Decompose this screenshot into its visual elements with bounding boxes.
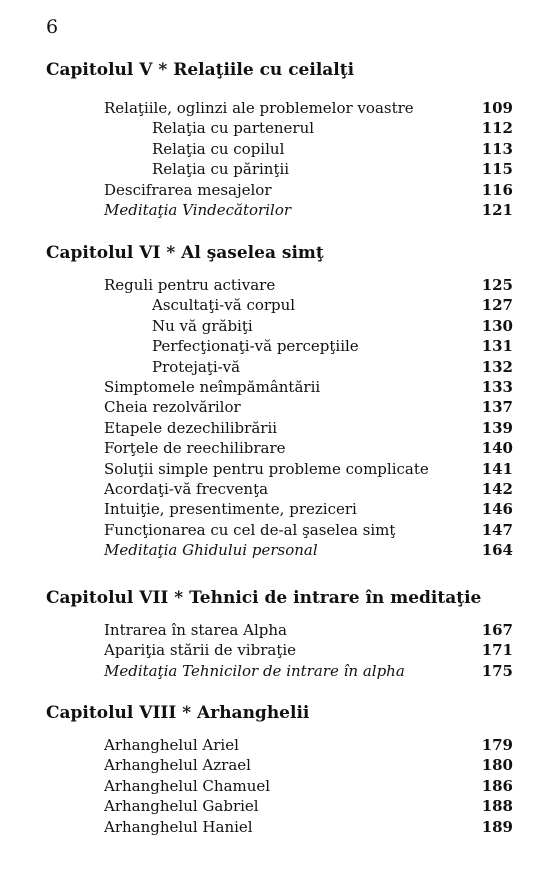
toc-entry	[104, 755, 513, 775]
toc-entry	[104, 418, 513, 438]
toc-entry-page: 112	[481, 119, 513, 137]
page-number: 6	[46, 16, 59, 38]
toc-entry-title: Soluţii simple pentru probleme complicate	[104, 460, 429, 478]
toc-entry-page: 137	[481, 398, 513, 416]
toc-entry-title: Relaţiile, oglinzi ale problemelor voastre	[104, 99, 414, 117]
toc-entry-title: Forţele de reechilibrare	[104, 439, 286, 457]
toc-entry-title: Nu vă grăbiţi	[152, 317, 253, 335]
toc-entry-page: 139	[481, 419, 513, 437]
toc-entry	[104, 377, 513, 397]
toc-entry	[104, 640, 513, 660]
toc-entry-title: Apariţia stării de vibraţie	[104, 641, 297, 659]
toc-entry-page: 180	[481, 756, 513, 774]
toc-entry	[104, 459, 513, 479]
toc-entry-page: 142	[481, 480, 513, 498]
toc-entry-title: Arhanghelul Haniel	[104, 818, 253, 836]
toc-entry-page: 141	[481, 460, 513, 478]
toc-entry	[152, 316, 513, 336]
toc-entry-page: 131	[481, 337, 513, 355]
toc-entry-title: Protejaţi-vă	[152, 358, 241, 376]
toc-entry-title: Arhanghelul Chamuel	[104, 777, 271, 795]
toc-entry	[104, 540, 513, 560]
toc-entry-title: Acordaţi-vă frecvenţa	[104, 480, 269, 498]
toc-entry-page: 147	[481, 521, 513, 539]
toc-entry-title: Meditaţia Ghidului personal	[104, 541, 318, 559]
toc-entry	[104, 776, 513, 796]
toc-entry-title: Relaţia cu copilul	[152, 140, 285, 158]
toc-entry-title: Reguli pentru activare	[104, 276, 276, 294]
toc-entry	[104, 438, 513, 458]
chapter-heading: Capitolul VII * Tehnici de intrare în meditaţie	[46, 588, 482, 608]
toc-entry-page: 125	[481, 276, 513, 294]
toc-entry-title: Arhanghelul Gabriel	[104, 797, 259, 815]
toc-entry	[104, 275, 513, 295]
toc-entry	[104, 661, 513, 681]
toc-entry-page: 167	[481, 621, 513, 639]
toc-entry-page: 164	[481, 541, 513, 559]
toc-entry-page: 127	[481, 296, 513, 314]
chapter-heading: Capitolul V * Relaţiile cu ceilalţi	[46, 60, 355, 80]
chapter-heading: Capitolul VI * Al şaselea simţ	[46, 243, 324, 263]
toc-entry-page: 133	[481, 378, 513, 396]
toc-entry-title: Meditaţia Vindecătorilor	[104, 201, 292, 219]
toc-entry-page: 186	[481, 777, 513, 795]
chapter-heading: Capitolul VIII * Arhanghelii	[46, 703, 310, 723]
toc-entry	[152, 336, 513, 356]
toc-entry-title: Intuiţie, presentimente, preziceri	[104, 500, 357, 518]
toc-entry	[104, 200, 513, 220]
toc-entry	[104, 817, 513, 837]
toc-entry-page: 113	[481, 140, 513, 158]
toc-entry	[152, 139, 513, 159]
toc-entry-title: Perfecţionaţi-vă percepţiile	[152, 337, 359, 355]
toc-entry-title: Cheia rezolvărilor	[104, 398, 241, 416]
toc-entry	[104, 397, 513, 417]
toc-entry	[104, 98, 513, 118]
toc-entry	[104, 520, 513, 540]
toc-entry-page: 109	[481, 99, 513, 117]
toc-entry	[104, 499, 513, 519]
toc-entry	[104, 735, 513, 755]
toc-entry	[152, 118, 513, 138]
toc-entry	[152, 357, 513, 377]
toc-entry-page: 115	[481, 160, 513, 178]
toc-entry-title: Ascultaţi-vă corpul	[152, 296, 296, 314]
toc-entry-title: Meditaţia Tehnicilor de intrare în alpha	[104, 662, 405, 680]
toc-entry-title: Relaţia cu părinţii	[152, 160, 290, 178]
toc-entry-page: 146	[481, 500, 513, 518]
toc-entry-title: Arhanghelul Ariel	[104, 736, 239, 754]
toc-entry-page: 175	[481, 662, 513, 680]
toc-entry-title: Relaţia cu partenerul	[152, 119, 315, 137]
toc-entry-page: 121	[481, 201, 513, 219]
toc-entry-page: 116	[481, 181, 513, 199]
toc-entry	[104, 180, 513, 200]
toc-entry	[104, 479, 513, 499]
toc-entry-title: Intrarea în starea Alpha	[104, 621, 287, 639]
toc-entry	[152, 295, 513, 315]
toc-entry-page: 188	[481, 797, 513, 815]
toc-entry-title: Funcţionarea cu cel de-al şaselea simţ	[104, 521, 396, 539]
toc-entry	[104, 796, 513, 816]
toc-entry-page: 189	[481, 818, 513, 836]
toc-entry	[104, 620, 513, 640]
toc-entry-page: 132	[481, 358, 513, 376]
toc-entry-page: 130	[481, 317, 513, 335]
toc-entry	[152, 159, 513, 179]
toc-entry-title: Descifrarea mesajelor	[104, 181, 272, 199]
toc-entry-page: 140	[481, 439, 513, 457]
toc-entry-title: Arhanghelul Azrael	[104, 756, 251, 774]
toc-entry-title: Etapele dezechilibrării	[104, 419, 278, 437]
toc-entry-title: Simptomele neîmpământării	[104, 378, 321, 396]
toc-entry-page: 171	[481, 641, 513, 659]
toc-entry-page: 179	[481, 736, 513, 754]
